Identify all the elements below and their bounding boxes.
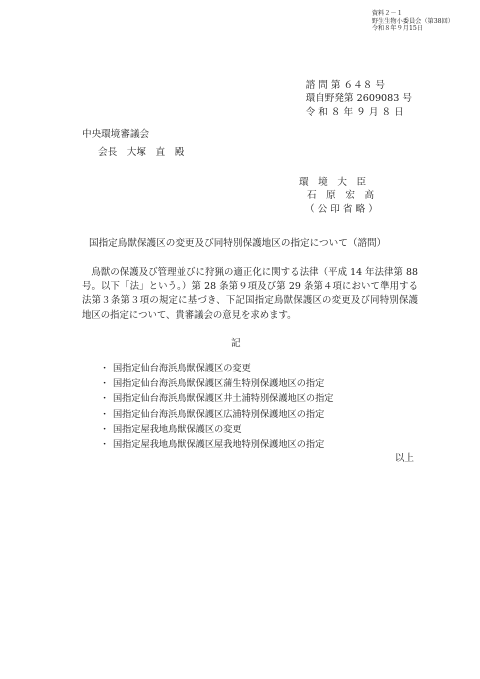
issue-date: 令 和 ８ 年 ９ 月 ８ 日 — [305, 106, 404, 118]
committee-name: 野生生物小委員会（第38回） — [371, 17, 454, 25]
document-number: 資料２－１ — [371, 10, 403, 17]
body-paragraph: 鳥獣の保護及び管理並びに狩猟の適正化に関する法律（平成 14 年法律第 88 号。以下「法」という。）第 28 条第９項及び第 29 条第４項において準用する法第３条第３項の規定に基づき、下記国指定鳥獣保護区の変更及び同特別保護地区の指定について、貴審議会の意見を求めます。 — [82, 267, 418, 321]
reference-block — [306, 79, 412, 119]
item-list — [100, 361, 334, 452]
list-item — [100, 437, 334, 452]
ki-heading: 記 — [231, 338, 241, 349]
list-item-text: 国指定仙台海浜鳥獣保護区井土浦特別保護地区の指定 — [113, 393, 334, 405]
sender-block — [299, 176, 378, 216]
bullet: ・ — [100, 439, 110, 451]
list-item-text: 国指定屋我地鳥獣保護区の変更 — [113, 423, 242, 435]
bullet: ・ — [100, 423, 110, 435]
addressee-person: 会長 大塚 直 殿 — [98, 147, 185, 158]
body-text — [82, 266, 418, 323]
list-item — [100, 422, 334, 437]
list-item-text: 国指定屋我地鳥獣保護区屋我地特別保護地区の指定 — [113, 439, 325, 451]
list-item — [100, 407, 334, 422]
list-item — [100, 391, 334, 406]
inquiry-number: 諮 問 第 ６４８ 号 — [305, 80, 385, 91]
bullet: ・ — [100, 363, 110, 374]
issuance-number: 環自野発第 2609083 号 — [305, 93, 412, 105]
list-item — [100, 361, 334, 376]
list-item-text: 国指定仙台海浜鳥獣保護区の変更 — [113, 363, 251, 374]
subject-title: 国指定鳥獣保護区の変更及び同特別保護地区の指定について（諮問） — [89, 238, 387, 249]
sender-name: 石 原 宏 高 — [307, 190, 375, 202]
document-header-note — [372, 10, 454, 33]
bullet: ・ — [100, 393, 110, 405]
list-item — [100, 376, 334, 391]
bullet: ・ — [100, 378, 110, 390]
bullet: ・ — [100, 408, 110, 420]
list-item-text: 国指定仙台海浜鳥獣保護区蒲生特別保護地区の指定 — [113, 378, 325, 390]
list-item-text: 国指定仙台海浜鳥獣保護区広浦特別保護地区の指定 — [113, 408, 325, 420]
closing-ijo: 以上 — [394, 453, 414, 464]
meeting-date: 令和８年９月15日 — [371, 25, 424, 33]
addressee-organization: 中央環境審議会 — [82, 129, 150, 140]
seal-omitted-note: （ 公 印 省 略 ） — [305, 203, 378, 215]
sender-title: 環 境 大 臣 — [299, 177, 367, 188]
